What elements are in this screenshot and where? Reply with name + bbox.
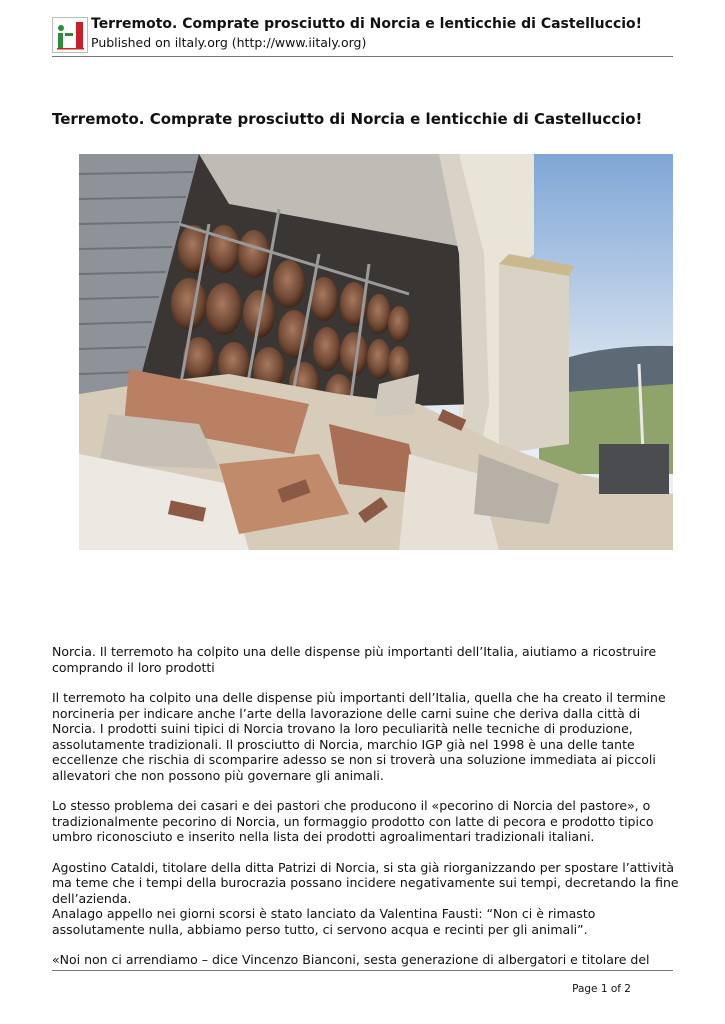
footer-divider	[52, 970, 673, 971]
earthquake-ham-storage-image	[79, 154, 673, 550]
article-title: Terremoto. Comprate prosciutto di Norcia e lenticchie di Castelluccio!	[52, 110, 643, 128]
article-photo	[79, 154, 673, 550]
article-paragraph: Analago appello nei giorni scorsi è stato lanciato da Valentina Fausti: “Non ci è rimasto assolutamente nulla, abbiamo perso tutto, ci servono acqua e recinti per gli animali”.	[52, 906, 596, 937]
page-number: Page 1 of 2	[572, 983, 631, 995]
article-paragraph: Agostino Cataldi, titolare della ditta Patrizi di Norcia, si sta già riorganizzando per spostare l’attività ma teme che i tempi della burocrazia possano incidere negativamente sui tempi, decretando la fine dell’azienda.	[52, 859, 679, 906]
article-paragraph: Il terremoto ha colpito una delle dispense più importanti dell’Italia, quella che ha creato il termine norcineria per indicare anche l’arte della lavorazione delle carni suine che deriva dalla città di Norcia. I prodotti suini tipici di Norcia trovano la loro peculiarità nelle tecniche di produzione, assolutamente tradizionali. Il prosciutto di Norcia, marchio IGP già nel 1998 è una delle tante eccellenze che rischia di scomparire adesso se non si troverà una soluzione immediata ai piccoli allevatori che non possono più governare gli animali.	[52, 690, 666, 783]
article-paragraph: Norcia. Il terremoto ha colpito una delle dispense più importanti dell’Italia, aiutiamo a ricostruire comprando il loro prodotti	[52, 644, 657, 675]
iitaly-logo-mark	[53, 18, 87, 52]
page-header	[52, 16, 673, 57]
article-paragraph: Lo stesso problema dei casari e dei pastori che producono il «pecorino di Norcia del pastore», o tradizionalmente pecorino di Norcia, un formaggio prodotto con latte di pecora e prodotto tipico umbro riconosciuto e inserito nella lista dei prodotti agroalimentari tradizionali italiani.	[52, 798, 654, 844]
article-body	[52, 644, 680, 983]
header-title: Terremoto. Comprate prosciutto di Norcia e lenticchie di Castelluccio!	[91, 16, 643, 32]
article-paragraph: «Noi non ci arrendiamo – dice Vincenzo Bianconi, sesta generazione di albergatori e titolare del	[52, 952, 650, 967]
published-line: Published on iltaly.org (http://www.iitaly.org)	[91, 35, 367, 50]
iitaly-logo	[52, 17, 88, 53]
